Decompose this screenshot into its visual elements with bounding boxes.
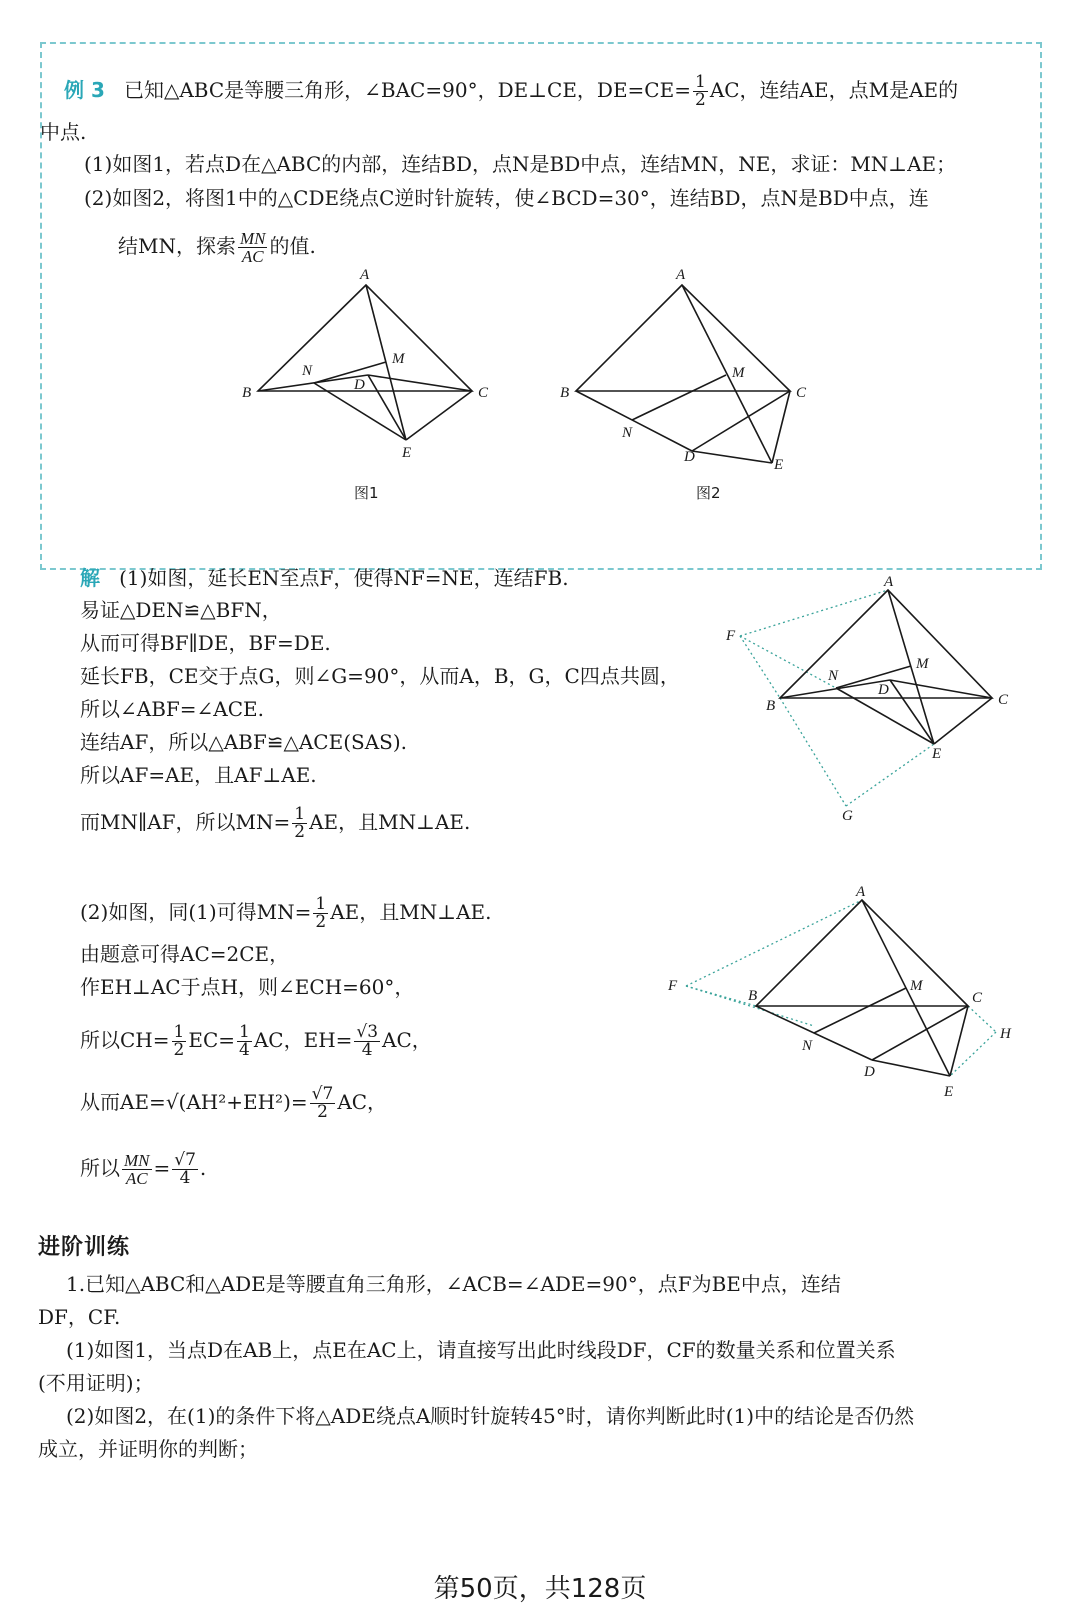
fig1-label-a: A: [360, 267, 370, 283]
solution-p2-line-3: 作EH⊥AC于点H，则∠ECH=60°，: [80, 975, 415, 999]
p2-l6-f1-den: AC: [125, 1169, 148, 1188]
sol2-label-h: H: [1000, 1026, 1011, 1042]
half-num: 1: [694, 72, 706, 92]
solution-line-8: [80, 806, 470, 841]
example-box: [40, 42, 1042, 570]
p2-l6-frac-2: [172, 1152, 198, 1187]
sol2-label-a: A: [856, 884, 866, 900]
p2-l4-a: 所以CH=: [80, 1028, 170, 1052]
triangle-abc: [756, 900, 968, 1006]
solution-line-3: 从而可得BF∥DE，BF=DE.: [80, 631, 331, 655]
solution-line-2: 易证△DEN≌△BFN，: [80, 598, 282, 622]
aux-segment-fn: [740, 636, 836, 688]
figure-1: [240, 265, 500, 465]
training-q1-part1-a: (1)如图1，当点D在AB上，点E在AC上，请直接写出此时线段DF，CF的数量关系和位置关系: [66, 1338, 896, 1362]
sol2-label-e: E: [944, 1084, 954, 1100]
sol2-label-d: D: [864, 1064, 875, 1080]
sol1-label-b: B: [766, 698, 776, 714]
segment-ec: [950, 1006, 968, 1076]
p2-l6-f2-num: √7: [174, 1150, 196, 1170]
example-line1-pre: 已知△ABC是等腰三角形，∠BAC=90°，DE⊥CE，DE=CE=: [123, 78, 691, 102]
training-q1-part2-a: (2)如图2，在(1)的条件下将△ADE绕点A顺时针旋转45°时，请你判断此时(1)中的结论是否仍然: [66, 1404, 915, 1428]
solution-p2-line-4: [80, 1024, 432, 1059]
fig1-label-b: B: [242, 385, 252, 401]
p2-l6-c: .: [199, 1156, 207, 1180]
p1-half-num: 1: [294, 804, 306, 824]
example-line1-post: AC，连结AE，点M是AE的: [709, 78, 959, 102]
mn-ac-fraction: [238, 230, 268, 265]
fig2-label-c: C: [796, 385, 807, 401]
example-line1-cont: 中点.: [40, 120, 87, 144]
segment-dc: [368, 375, 472, 391]
sol1-label-n: N: [828, 668, 839, 684]
aux-segment-ch: [968, 1006, 996, 1032]
p1-half-fraction: [292, 806, 307, 841]
solution-line-6: 连结AF，所以△ABF≌△ACE(SAS).: [80, 730, 408, 754]
aux-segment-he: [950, 1032, 996, 1076]
fig2-label-n: N: [622, 425, 633, 441]
segment-de: [692, 451, 772, 463]
sol1-label-f: F: [726, 628, 736, 644]
sol1-label-c: C: [998, 692, 1009, 708]
segment-mn: [814, 988, 906, 1033]
sol2-label-b: B: [748, 988, 758, 1004]
fig2-label-d: D: [684, 449, 695, 465]
aux-segment-fb: [740, 636, 780, 698]
sol1-label-d: D: [878, 682, 889, 698]
p2-l4-frac-1: [172, 1024, 187, 1059]
p2-l4-f2-den: 4: [239, 1040, 250, 1060]
ac-den: AC: [241, 247, 264, 266]
p2-l6-b: =: [153, 1156, 171, 1180]
sol1-label-g: G: [842, 808, 853, 824]
fig2-label-b: B: [560, 385, 570, 401]
q2b-post: 的值.: [269, 234, 316, 258]
p2-l6-f1-num: MN: [124, 1151, 150, 1170]
training-q1-part2-b: 成立，并证明你的判断；: [38, 1437, 258, 1461]
solution-figure-2: [660, 880, 1040, 1110]
training-q1-part1-b: (不用证明)；: [38, 1371, 154, 1395]
p2-l6-f2-den: 4: [179, 1168, 191, 1188]
fig2-label-a: A: [676, 267, 686, 283]
p2-l4-f1-den: 2: [173, 1040, 185, 1060]
example-question-1: (1)如图1，若点D在△ABC的内部，连结BD，点N是BD中点，连结MN，NE，求证：MN⊥AE；: [84, 152, 957, 176]
training-q1-line-b: DF，CF.: [38, 1305, 121, 1329]
p2-l4-f1-num: 1: [173, 1022, 185, 1042]
p2-half-den: 2: [315, 912, 327, 932]
solution-p2-line-6: [80, 1152, 206, 1187]
solution-line-4: 延长FB，CE交于点G，则∠G=90°，从而A，B，G，C四点共圆，: [80, 664, 680, 688]
sol1-label-a: A: [884, 574, 894, 590]
p2-l5-a: 从而AE=: [80, 1090, 166, 1114]
p2-l4-f3-num: √3: [356, 1022, 379, 1042]
solution-p2-line-2: 由题意可得AC=2CE，: [80, 942, 290, 966]
fig1-caption: 图1: [354, 484, 379, 502]
solution-p1-text: (1)如图，延长EN至点F，使得NF=NE，连结FB.: [119, 566, 569, 590]
training-title: 进阶训练: [38, 1235, 131, 1260]
segment-mn: [836, 666, 911, 688]
mn-num: MN: [239, 229, 266, 248]
fig2-label-m: M: [732, 365, 745, 381]
p2-l4-f3-den: 4: [361, 1040, 373, 1060]
p2-l4-b: EC=: [188, 1028, 236, 1052]
segment-ae: [682, 285, 772, 463]
fig1-label-c: C: [478, 385, 489, 401]
sol2-label-m: M: [910, 978, 923, 994]
solution-line-1: [80, 566, 569, 590]
example-question-2a: (2)如图2，将图1中的△CDE绕点C逆时针旋转，使∠BCD=30°，连结BD，点N是BD中点，连: [84, 186, 929, 210]
example-line-1: [64, 74, 958, 109]
aux-segment-ge: [846, 744, 934, 806]
half-fraction: [693, 74, 708, 109]
solution-p2-line-5: [80, 1086, 387, 1121]
p2-l5-f-num: √7: [311, 1084, 334, 1104]
page-footer: 第50页，共128页: [433, 1574, 647, 1604]
aux-segment-bg: [780, 698, 846, 806]
fig1-label-n: N: [302, 363, 313, 379]
p2-l6-a: 所以: [80, 1156, 120, 1180]
segment-ec: [406, 391, 472, 440]
p1-half-den: 2: [294, 822, 306, 842]
p2-first-pre: (2)如图，同(1)可得MN=: [80, 900, 312, 924]
p2-half-fraction: [313, 896, 328, 931]
segment-ec: [772, 391, 790, 463]
p2-first-post: AE，且MN⊥AE.: [330, 900, 492, 924]
solution-line-5: 所以∠ABF=∠ACE.: [80, 697, 264, 721]
segment-de: [890, 680, 934, 744]
segment-bd: [258, 375, 368, 391]
half-den: 2: [694, 90, 706, 110]
p2-l4-f2-num: 1: [239, 1022, 250, 1042]
p2-l5-b: =: [290, 1090, 308, 1114]
solution-tag: 解: [80, 566, 100, 590]
segment-ec: [934, 698, 992, 744]
p2-half-num: 1: [315, 894, 327, 914]
training-q1-line-a: 1.已知△ABC和△ADE是等腰直角三角形，∠ACB=∠ADE=90°，点F为BE中点，连结: [66, 1272, 841, 1296]
q2b-pre: 结MN，探索: [118, 234, 236, 258]
segment-de: [368, 375, 406, 440]
p2-l6-frac-1: [122, 1152, 152, 1187]
example-tag: 例 3: [64, 78, 105, 102]
p1-last-pre: 而MN∥AF，所以MN=: [80, 810, 291, 834]
fig2-caption: 图2: [696, 484, 721, 502]
segment-mn: [314, 362, 386, 383]
sol1-label-e: E: [932, 746, 942, 762]
fig1-label-e: E: [402, 445, 412, 461]
p2-l5-frac: [310, 1086, 336, 1121]
fig2-label-e: E: [774, 457, 784, 473]
fig1-label-d: D: [354, 377, 365, 393]
p2-l4-c: AC，EH=: [253, 1028, 353, 1052]
p2-l4-frac-2: [237, 1024, 252, 1059]
p2-l5-c: AC，: [337, 1090, 388, 1114]
solution-p2-line-1: [80, 896, 491, 931]
p2-l5-sqrt: √(AH²+EH²): [165, 1090, 291, 1114]
segment-de: [872, 1060, 950, 1076]
segment-mn: [632, 375, 726, 420]
solution-figure-1: [720, 570, 1020, 825]
triangle-abc: [576, 285, 790, 391]
sol2-label-f: F: [668, 978, 678, 994]
solution-line-7: 所以AF=AE，且AF⊥AE.: [80, 763, 317, 787]
p2-l5-f-den: 2: [317, 1102, 328, 1122]
p2-l4-d: AC，: [382, 1028, 432, 1052]
segment-dc: [872, 1006, 968, 1060]
sol2-label-n: N: [802, 1038, 813, 1054]
p2-l4-frac-3: [354, 1024, 380, 1059]
p1-last-post: AE，且MN⊥AE.: [309, 810, 471, 834]
figure-2: [560, 265, 820, 475]
sol2-label-c: C: [972, 990, 983, 1006]
fig1-label-m: M: [392, 351, 405, 367]
aux-segment-fa: [686, 900, 862, 986]
sol1-label-m: M: [916, 656, 929, 672]
example-question-2b: [118, 230, 316, 265]
